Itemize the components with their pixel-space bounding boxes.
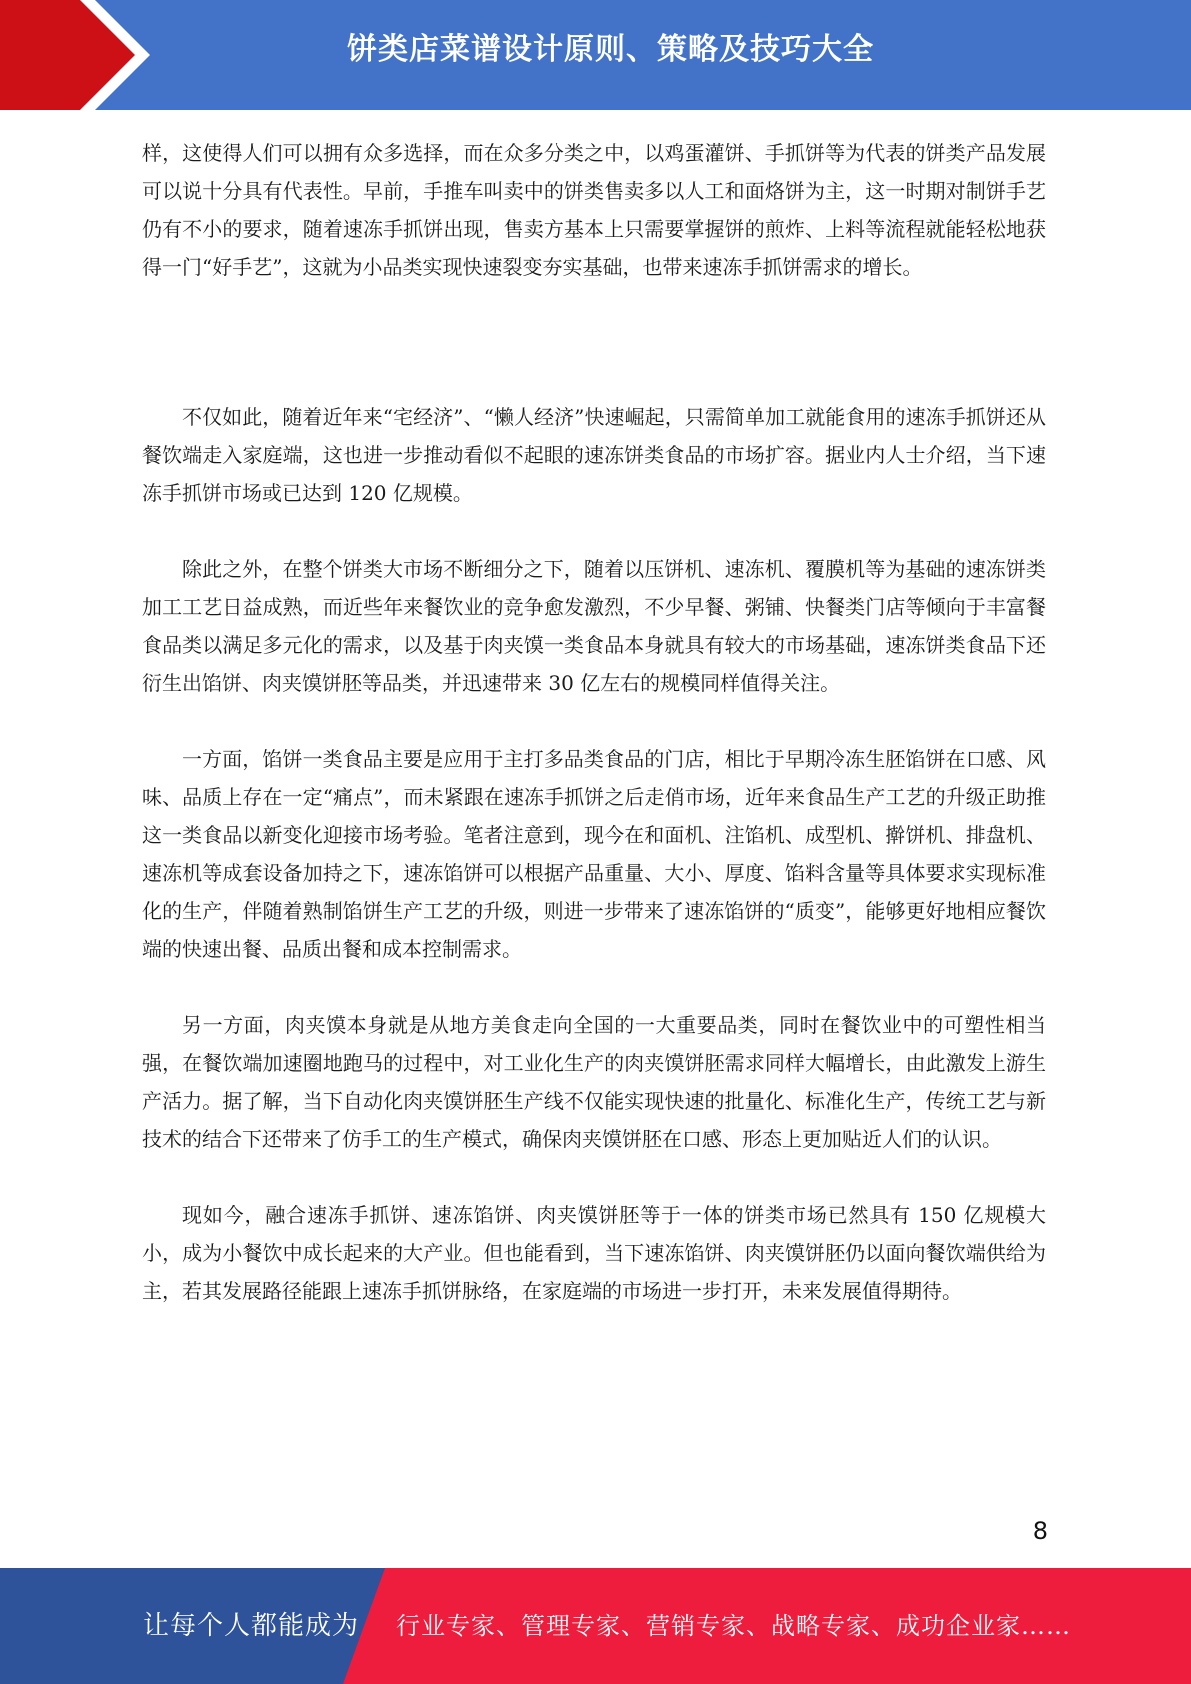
paragraph-2: 不仅如此，随着近年来“宅经济”、“懒人经济”快速崛起，只需简单加工就能食用的速冻手抓饼还从餐饮端走入家庭端，这也进一步推动看似不起眼的速冻饼类食品的市场扩容。据业内人士介绍，当下速冻手抓饼市场或已达到 120 亿规模。 [142, 405, 1046, 505]
article-body [142, 134, 1046, 1310]
paragraph-3: 除此之外，在整个饼类大市场不断细分之下，随着以压饼机、速冻机、覆膜机等为基础的速冻饼类加工工艺日益成熟，而近些年来餐饮业的竞争愈发激烈，不少早餐、粥铺、快餐类门店等倾向于丰富餐食品类以满足多元化的需求，以及基于肉夹馍一类食品本身就具有较大的市场基础，速冻饼类食品下还衍生出馅饼、肉夹馍饼胚等品类，并迅速带来 30 亿左右的规模同样值得关注。 [142, 557, 1046, 695]
paragraph-6: 现如今，融合速冻手抓饼、速冻馅饼、肉夹馍饼胚等于一体的饼类市场已然具有 150 亿规模大小，成为小餐饮中成长起来的大产业。但也能看到，当下速冻馅饼、肉夹馍饼胚仍以面向餐饮端供给为主，若其发展路径能跟上速冻手抓饼脉络，在家庭端的市场进一步打开，未来发展值得期待。 [142, 1203, 1046, 1303]
page-number: 8 [1032, 1517, 1048, 1545]
paragraph-4: 一方面，馅饼一类食品主要是应用于主打多品类食品的门店，相比于早期冷冻生胚馅饼在口感、风味、品质上存在一定“痛点”，而未紧跟在速冻手抓饼之后走俏市场，近年来食品生产工艺的升级正助推这一类食品以新变化迎接市场考验。笔者注意到，现今在和面机、注馅机、成型机、擀饼机、排盘机、速冻机等成套设备加持之下，速冻馅饼可以根据产品重量、大小、厚度、馅料含量等具体要求实现标准化的生产，伴随着熟制馅饼生产工艺的升级，则进一步带来了速冻馅饼的“质变”，能够更好地相应餐饮端的快速出餐、品质出餐和成本控制需求。 [142, 747, 1046, 961]
document-title: 饼类店菜谱设计原则、策略及技巧大全 [347, 32, 874, 67]
page-footer [0, 1568, 1191, 1684]
footer-slogan-right: 行业专家、管理专家、营销专家、战略专家、成功企业家…… [396, 1612, 1071, 1640]
paragraph-1: 样，这使得人们可以拥有众多选择，而在众多分类之中，以鸡蛋灌饼、手抓饼等为代表的饼类产品发展可以说十分具有代表性。早前，手推车叫卖中的饼类售卖多以人工和面烙饼为主，这一时期对制饼手艺仍有不小的要求，随着速冻手抓饼出现，售卖方基本上只需要掌握饼的煎炸、上料等流程就能轻松地获得一门“好手艺”，这就为小品类实现快速裂变夯实基础，也带来速冻手抓饼需求的增长。 [142, 141, 1046, 279]
paragraph-5: 另一方面，肉夹馍本身就是从地方美食走向全国的一大重要品类，同时在餐饮业中的可塑性相当强，在餐饮端加速圈地跑马的过程中，对工业化生产的肉夹馍饼胚需求同样大幅增长，由此激发上游生产活力。据了解，当下自动化肉夹馍饼胚生产线不仅能实现快速的批量化、标准化生产，传统工艺与新技术的结合下还带来了仿手工的生产模式，确保肉夹馍饼胚在口感、形态上更加贴近人们的认识。 [142, 1013, 1046, 1151]
page-header [0, 0, 1191, 110]
footer-slogan-left: 让每个人都能成为 [143, 1611, 360, 1641]
